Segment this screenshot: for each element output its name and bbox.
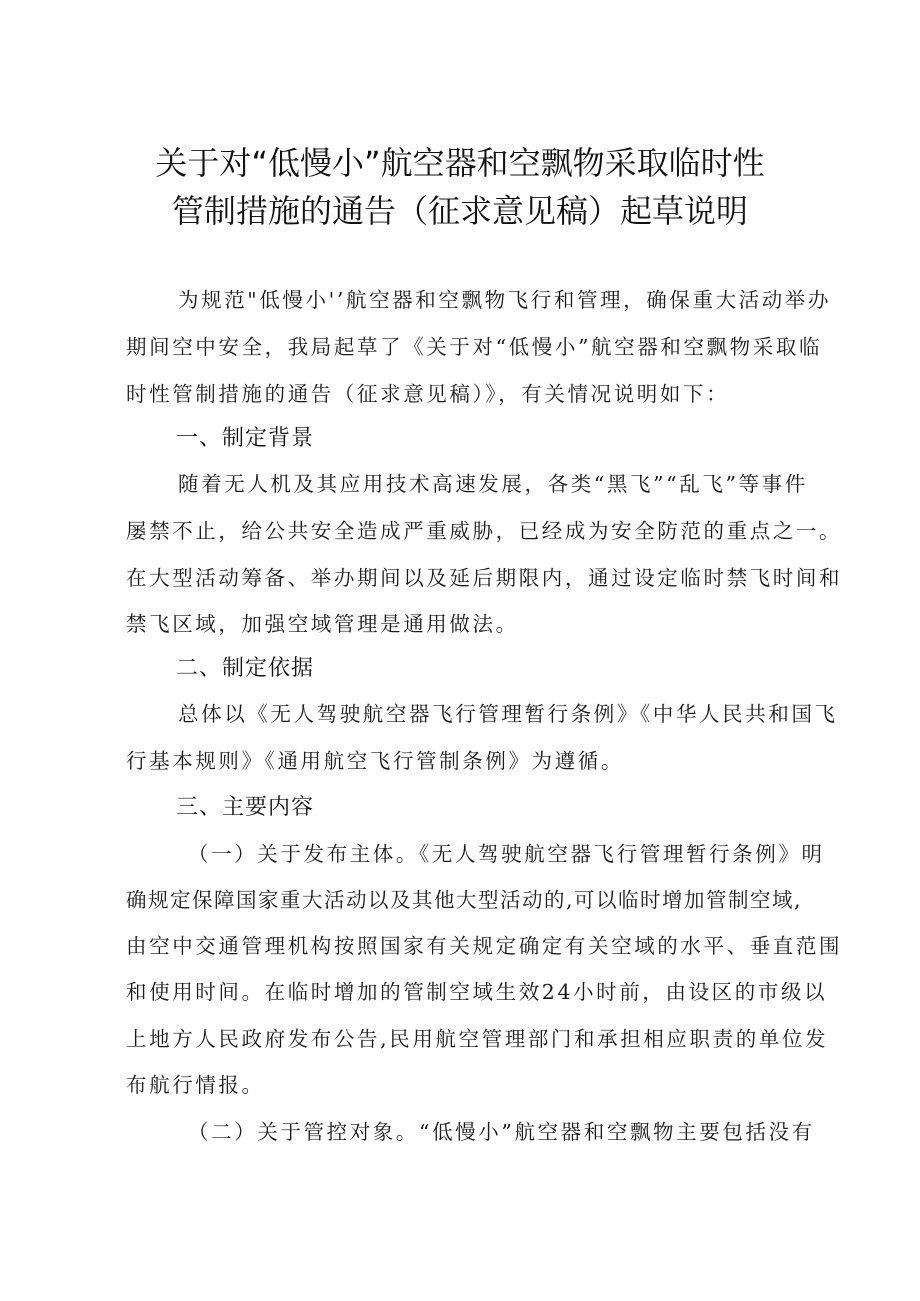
paragraph-line: （一）关于发布主体。《无人驾驶航空器飞行管理暂行条例》明 bbox=[188, 842, 825, 866]
paragraph-line: 布航行情报。 bbox=[126, 1073, 265, 1097]
document-title-line-1: 关于对“低慢小”航空器和空飘物采取临时性 bbox=[155, 144, 765, 182]
paragraph-line: 屡禁不止，给公共安全造成严重威胁，已经成为安全防范的重点之一。 bbox=[126, 519, 843, 543]
section-heading-basis: 二、制定依据 bbox=[176, 656, 315, 681]
intro-line: 时性管制措施的通告（征求意见稿）》，有关情况说明如下： bbox=[126, 382, 730, 406]
section-heading-background: 一、制定背景 bbox=[176, 426, 315, 451]
intro-line: 为规范"低慢小'’航空器和空飘物飞行和管理，确保重大活动举办 bbox=[178, 288, 832, 312]
intro-line: 期间空中安全，我局起草了《关于对“低慢小”航空器和空飘物采取临 bbox=[126, 335, 823, 359]
paragraph-line: （二）关于管控对象。“低慢小”航空器和空飘物主要包括没有 bbox=[188, 1120, 815, 1144]
section-heading-content: 三、主要内容 bbox=[176, 795, 315, 820]
paragraph-line: 禁飞区域，加强空域管理是通用做法。 bbox=[126, 612, 519, 636]
paragraph-line: 在大型活动筹备、举办期间以及延后期限内，通过设定临时禁飞时间和 bbox=[126, 566, 843, 590]
paragraph-line: 由空中交通管理机构按照国家有关规定确定有关空域的水平、垂直范围 bbox=[126, 934, 843, 958]
paragraph-line: 和使用时间。在临时增加的管制空域生效24小时前，由设区的市级以 bbox=[126, 980, 828, 1004]
paragraph-line: 行基本规则》《通用航空飞行管制条例》为遵循。 bbox=[126, 749, 624, 773]
document-title-line-2: 管制措施的通告（征求意见稿）起草说明 bbox=[171, 192, 748, 230]
paragraph-line: 上地方人民政府发布公告,民用航空管理部门和承担相应职责的单位发 bbox=[126, 1027, 829, 1051]
paragraph-line: 随着无人机及其应用技术高速发展，各类“黑飞”“乱飞”等事件 bbox=[178, 472, 808, 496]
paragraph-line: 确规定保障国家重大活动以及其他大型活动的,可以临时增加管制空域, bbox=[126, 888, 803, 912]
paragraph-line: 总体以《无人驾驶航空器飞行管理暂行条例》《中华人民共和国飞 bbox=[178, 702, 838, 726]
